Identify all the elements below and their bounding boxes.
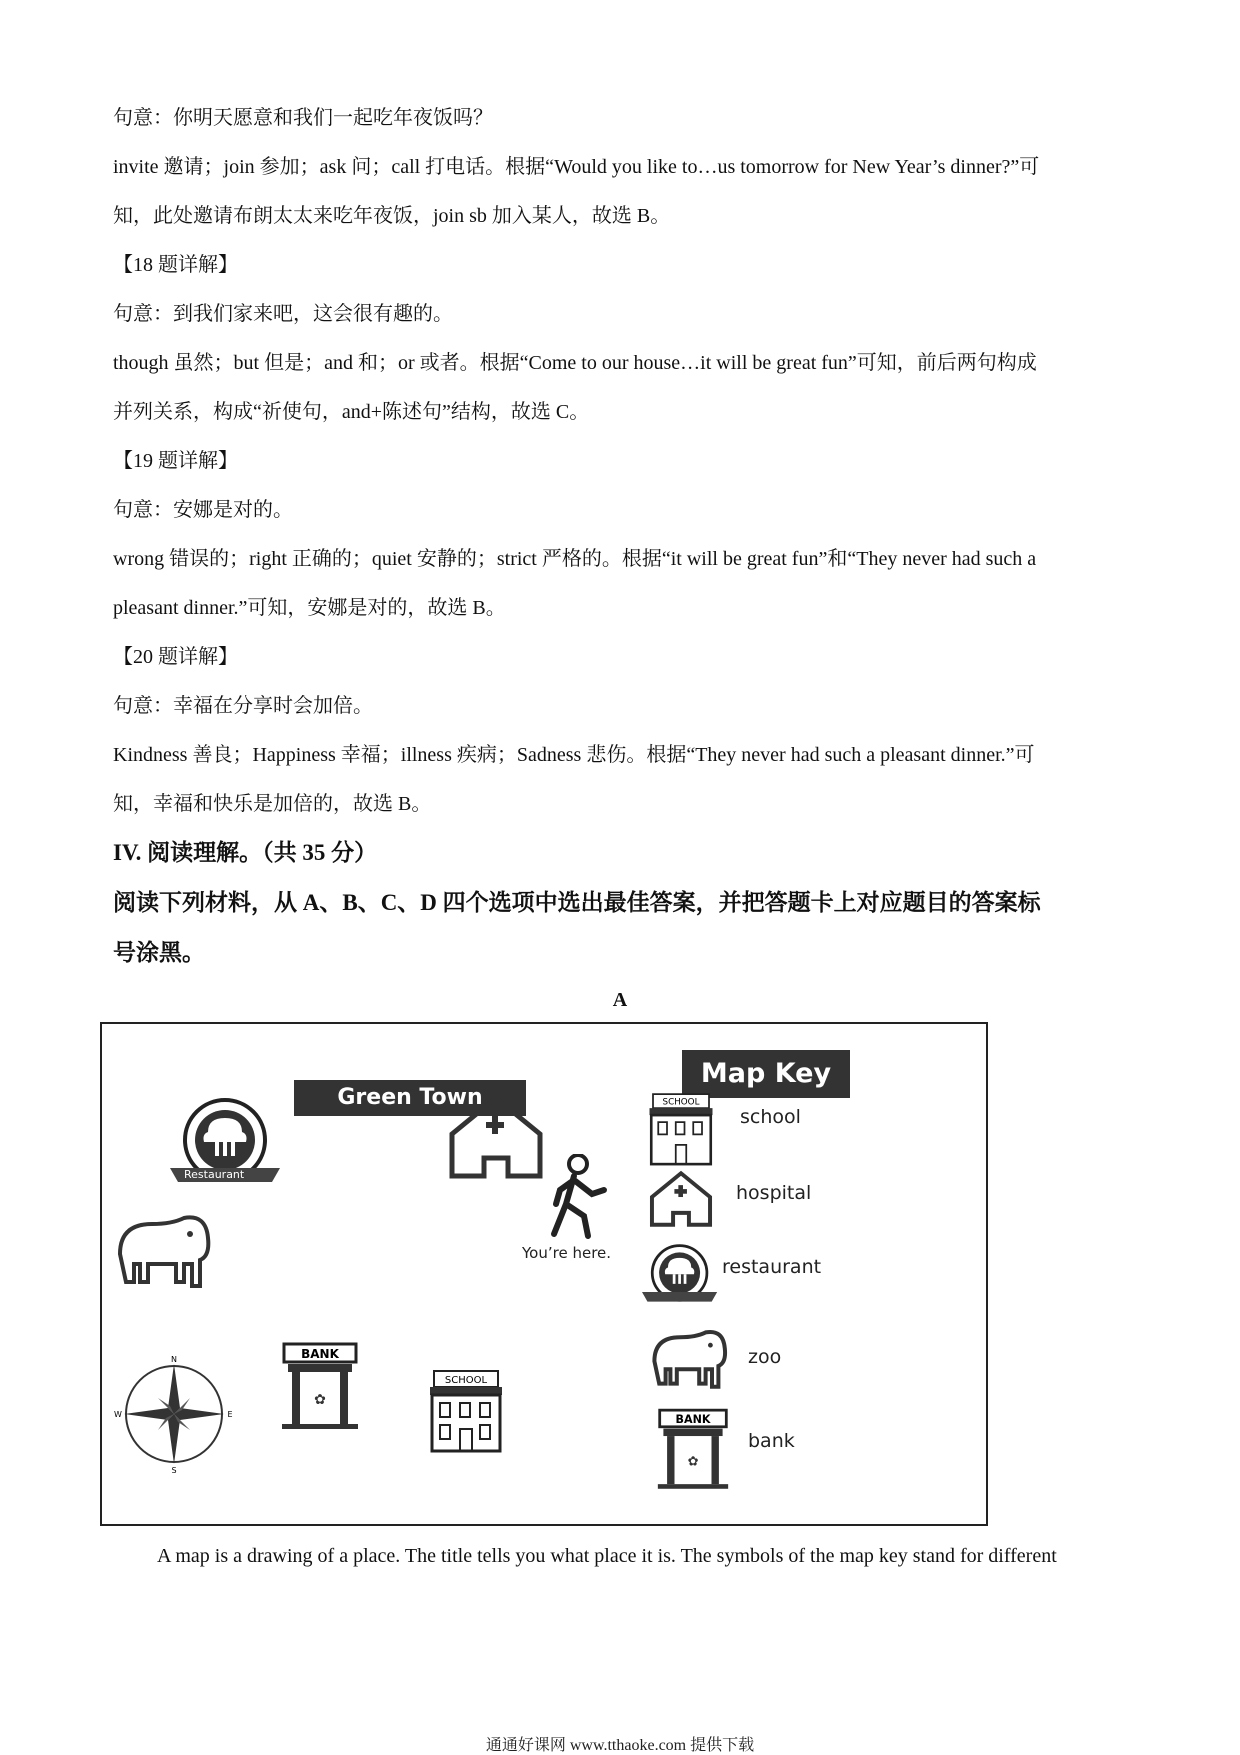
explanation-17-line1: invite 邀请；join 参加；ask 问；call 打电话。根据“Would you like to…us tomorrow for New Year’s dinner?”可 (113, 156, 1040, 178)
map-key-banner (682, 1050, 850, 1098)
sentence-meaning-19: 句意：安娜是对的。 (113, 499, 293, 521)
explanation-20-line2: 知，幸福和快乐是加倍的，故选 B。 (113, 793, 432, 815)
svg-text:✿: ✿ (314, 1393, 326, 1408)
explanation-19-line2: pleasant dinner.”可知，安娜是对的，故选 B。 (113, 597, 506, 619)
explanation-18-line1: though 虽然；but 但是；and 和；or 或者。根据“Come to our house…it will be great fun”可知，前后两句构成 (113, 352, 1037, 374)
key-label-school: school (740, 1106, 801, 1128)
key-elephant-icon (648, 1326, 728, 1390)
restaurant-badge-text: Restaurant (184, 1168, 245, 1181)
sentence-meaning-17: 句意：你明天愿意和我们一起吃年夜饭吗？ (113, 107, 493, 129)
key-label-hospital: hospital (736, 1182, 812, 1204)
question-20-heading: 【20 题详解】 (113, 646, 238, 668)
key-bank-icon (656, 1408, 730, 1490)
sentence-meaning-20: 句意：幸福在分享时会加倍。 (113, 695, 373, 717)
key-school-sign: SCHOOL (662, 1097, 700, 1108)
key-label-bank: bank (748, 1430, 795, 1452)
compass-icon (114, 1354, 234, 1474)
school-sign: SCHOOL (444, 1375, 488, 1386)
explanation-19-line1: wrong 错误的；right 正确的；quiet 安静的；strict 严格的。根据“it will be great fun”和“They never had such a (113, 548, 1037, 570)
key-restaurant-icon (642, 1240, 724, 1312)
compass-e: E (227, 1410, 233, 1419)
hospital-icon (446, 1094, 546, 1180)
bank-sign: BANK (301, 1347, 339, 1361)
key-label-zoo: zoo (748, 1346, 782, 1368)
bank-icon (280, 1342, 360, 1430)
compass-w: W (114, 1410, 122, 1419)
instructions-line1: 阅读下列材料，从 A、B、C、D 四个选项中选出最佳答案，并把答题卡上对应题目的答案标 (113, 890, 1041, 915)
key-bank-sign: BANK (675, 1413, 711, 1427)
question-19-heading: 【19 题详解】 (113, 450, 238, 472)
key-hospital-icon (648, 1170, 714, 1228)
footer: 通通好课网 www.tthaoke.com 提供下载 (485, 1737, 755, 1754)
map-title: Green Town (337, 1085, 483, 1110)
section-heading: IV. 阅读理解。（共 35 分） (113, 840, 378, 865)
passage-text: A map is a drawing of a place. The title tells you what place it is. The symbols of the map key stand for different (157, 1545, 1057, 1567)
elephant-icon (112, 1210, 212, 1290)
explanation-20-line1: Kindness 善良；Happiness 幸福；illness 疾病；Sadness 悲伤。根据“They never had such a pleasant dinner.”可 (113, 744, 1035, 766)
school-icon (426, 1369, 506, 1455)
map-figure (100, 1022, 988, 1526)
question-18-heading: 【18 题详解】 (113, 254, 238, 276)
walking-person-icon (544, 1154, 616, 1240)
instructions-line2: 号涂黑。 (113, 940, 205, 965)
key-school-icon (646, 1092, 716, 1168)
sentence-meaning-18: 句意：到我们家来吧，这会很有趣的。 (113, 303, 453, 325)
key-label-restaurant: restaurant (722, 1256, 822, 1278)
explanation-18-line2: 并列关系，构成“祈使句，and+陈述句”结构，故选 C。 (113, 401, 590, 423)
explanation-17-line2: 知，此处邀请布朗太太来吃年夜饭，join sb 加入某人，故选 B。 (113, 205, 671, 227)
compass-n: N (171, 1355, 177, 1364)
you-are-here-label: You’re here. (522, 1244, 612, 1262)
restaurant-icon (170, 1092, 290, 1197)
passage-label: A (612, 989, 628, 1011)
map-key-title: Map Key (700, 1058, 832, 1089)
svg-text:✿: ✿ (687, 1453, 699, 1469)
compass-s: S (171, 1466, 177, 1474)
